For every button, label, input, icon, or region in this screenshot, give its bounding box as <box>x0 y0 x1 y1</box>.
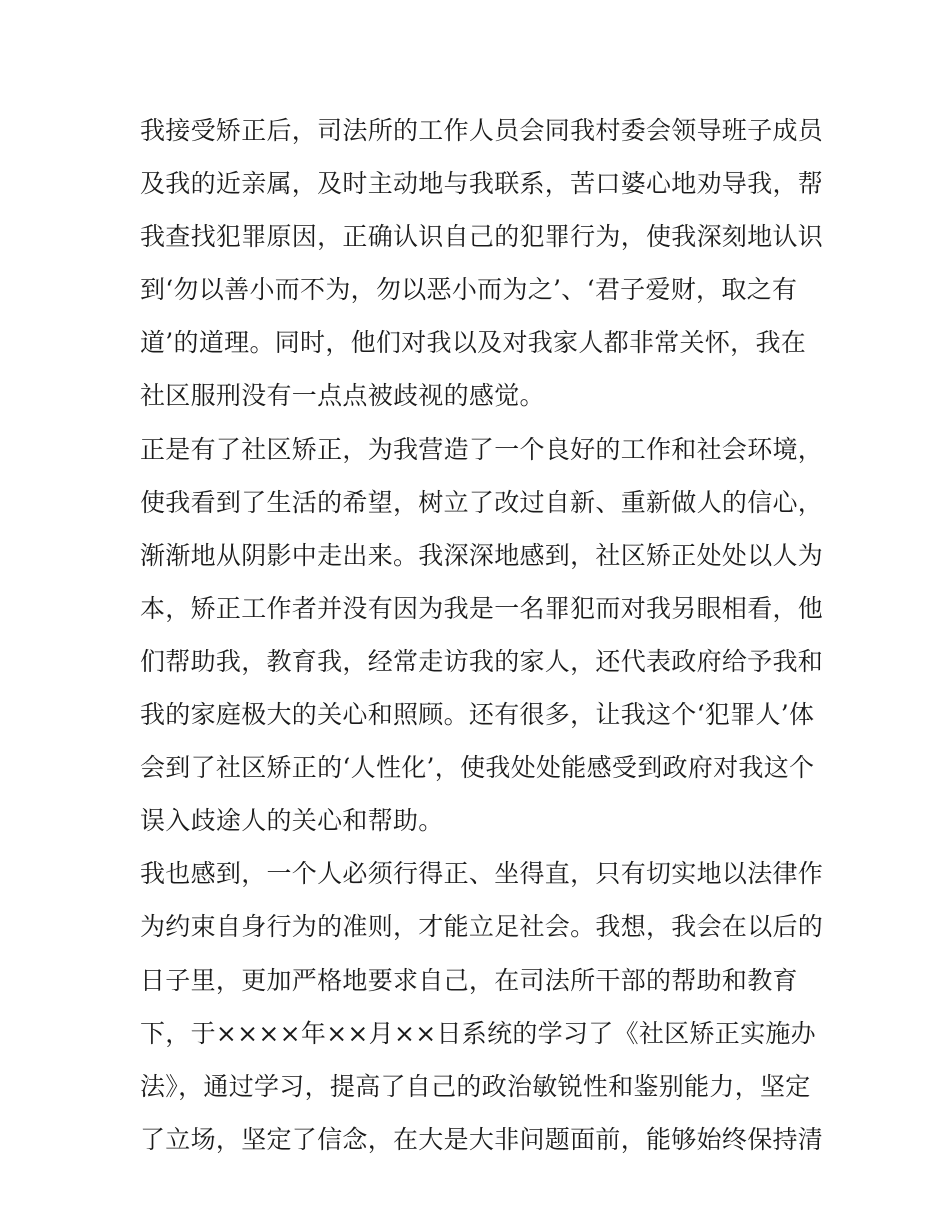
text-line: 我也感到，一个人必须行得正、坐得直，只有切实地以法律作 <box>140 859 824 889</box>
text-line: 我接受矫正后，司法所的工作人员会同我村委会领导班子成员 <box>140 116 824 145</box>
text-line: 了立场，坚定了信念，在大是大非问题面前，能够始终保持清 <box>140 1124 824 1154</box>
paragraph-3 <box>140 847 830 1166</box>
text-line: 社区服刑没有一点点被歧视的感觉。 <box>140 381 545 411</box>
paragraph-2 <box>140 423 830 848</box>
text-line: 下，于××××年××月××日系统的学习了《社区矫正实施办 <box>140 1018 816 1048</box>
text-line: 法》，通过学习，提高了自己的政治敏锐性和鉴别能力，坚定 <box>140 1071 811 1101</box>
text-line: 到‘勿以善小而不为，勿以恶小而为之’、‘君子爱财，取之有 <box>140 275 798 305</box>
document-body <box>140 104 830 1166</box>
text-line: 会到了社区矫正的‘人性化’，使我处处能感受到政府对我这个 <box>140 753 815 783</box>
text-line: 使我看到了生活的希望，树立了改过自新、重新做人的信心， <box>140 487 824 517</box>
text-line: 本，矫正工作者并没有因为我是一名罪犯而对我另眼相看，他 <box>140 593 824 623</box>
text-line: 我的家庭极大的关心和照顾。还有很多，让我这个‘犯罪人’体 <box>140 700 815 730</box>
text-line: 及我的近亲属，及时主动地与我联系，苦口婆心地劝导我，帮 <box>140 169 824 199</box>
text-line: 道’的道理。同时，他们对我以及对我家人都非常关怀，我在 <box>140 328 807 358</box>
text-line: 日子里，更加严格地要求自己，在司法所干部的帮助和教育 <box>140 965 798 995</box>
text-line: 正是有了社区矫正，为我营造了一个良好的工作和社会环境， <box>140 434 824 464</box>
text-line: 们帮助我，教育我，经常走访我的家人，还代表政府给予我和 <box>140 646 824 676</box>
text-line: 我查找犯罪原因，正确认识自己的犯罪行为，使我深刻地认识 <box>140 222 824 252</box>
text-line: 为约束自身行为的准则，才能立足社会。我想，我会在以后的 <box>140 912 824 942</box>
text-line: 误入歧途人的关心和帮助。 <box>140 806 444 836</box>
text-line: 渐渐地从阴影中走出来。我深深地感到，社区矫正处处以人为 <box>140 540 824 570</box>
paragraph-1 <box>140 104 830 423</box>
